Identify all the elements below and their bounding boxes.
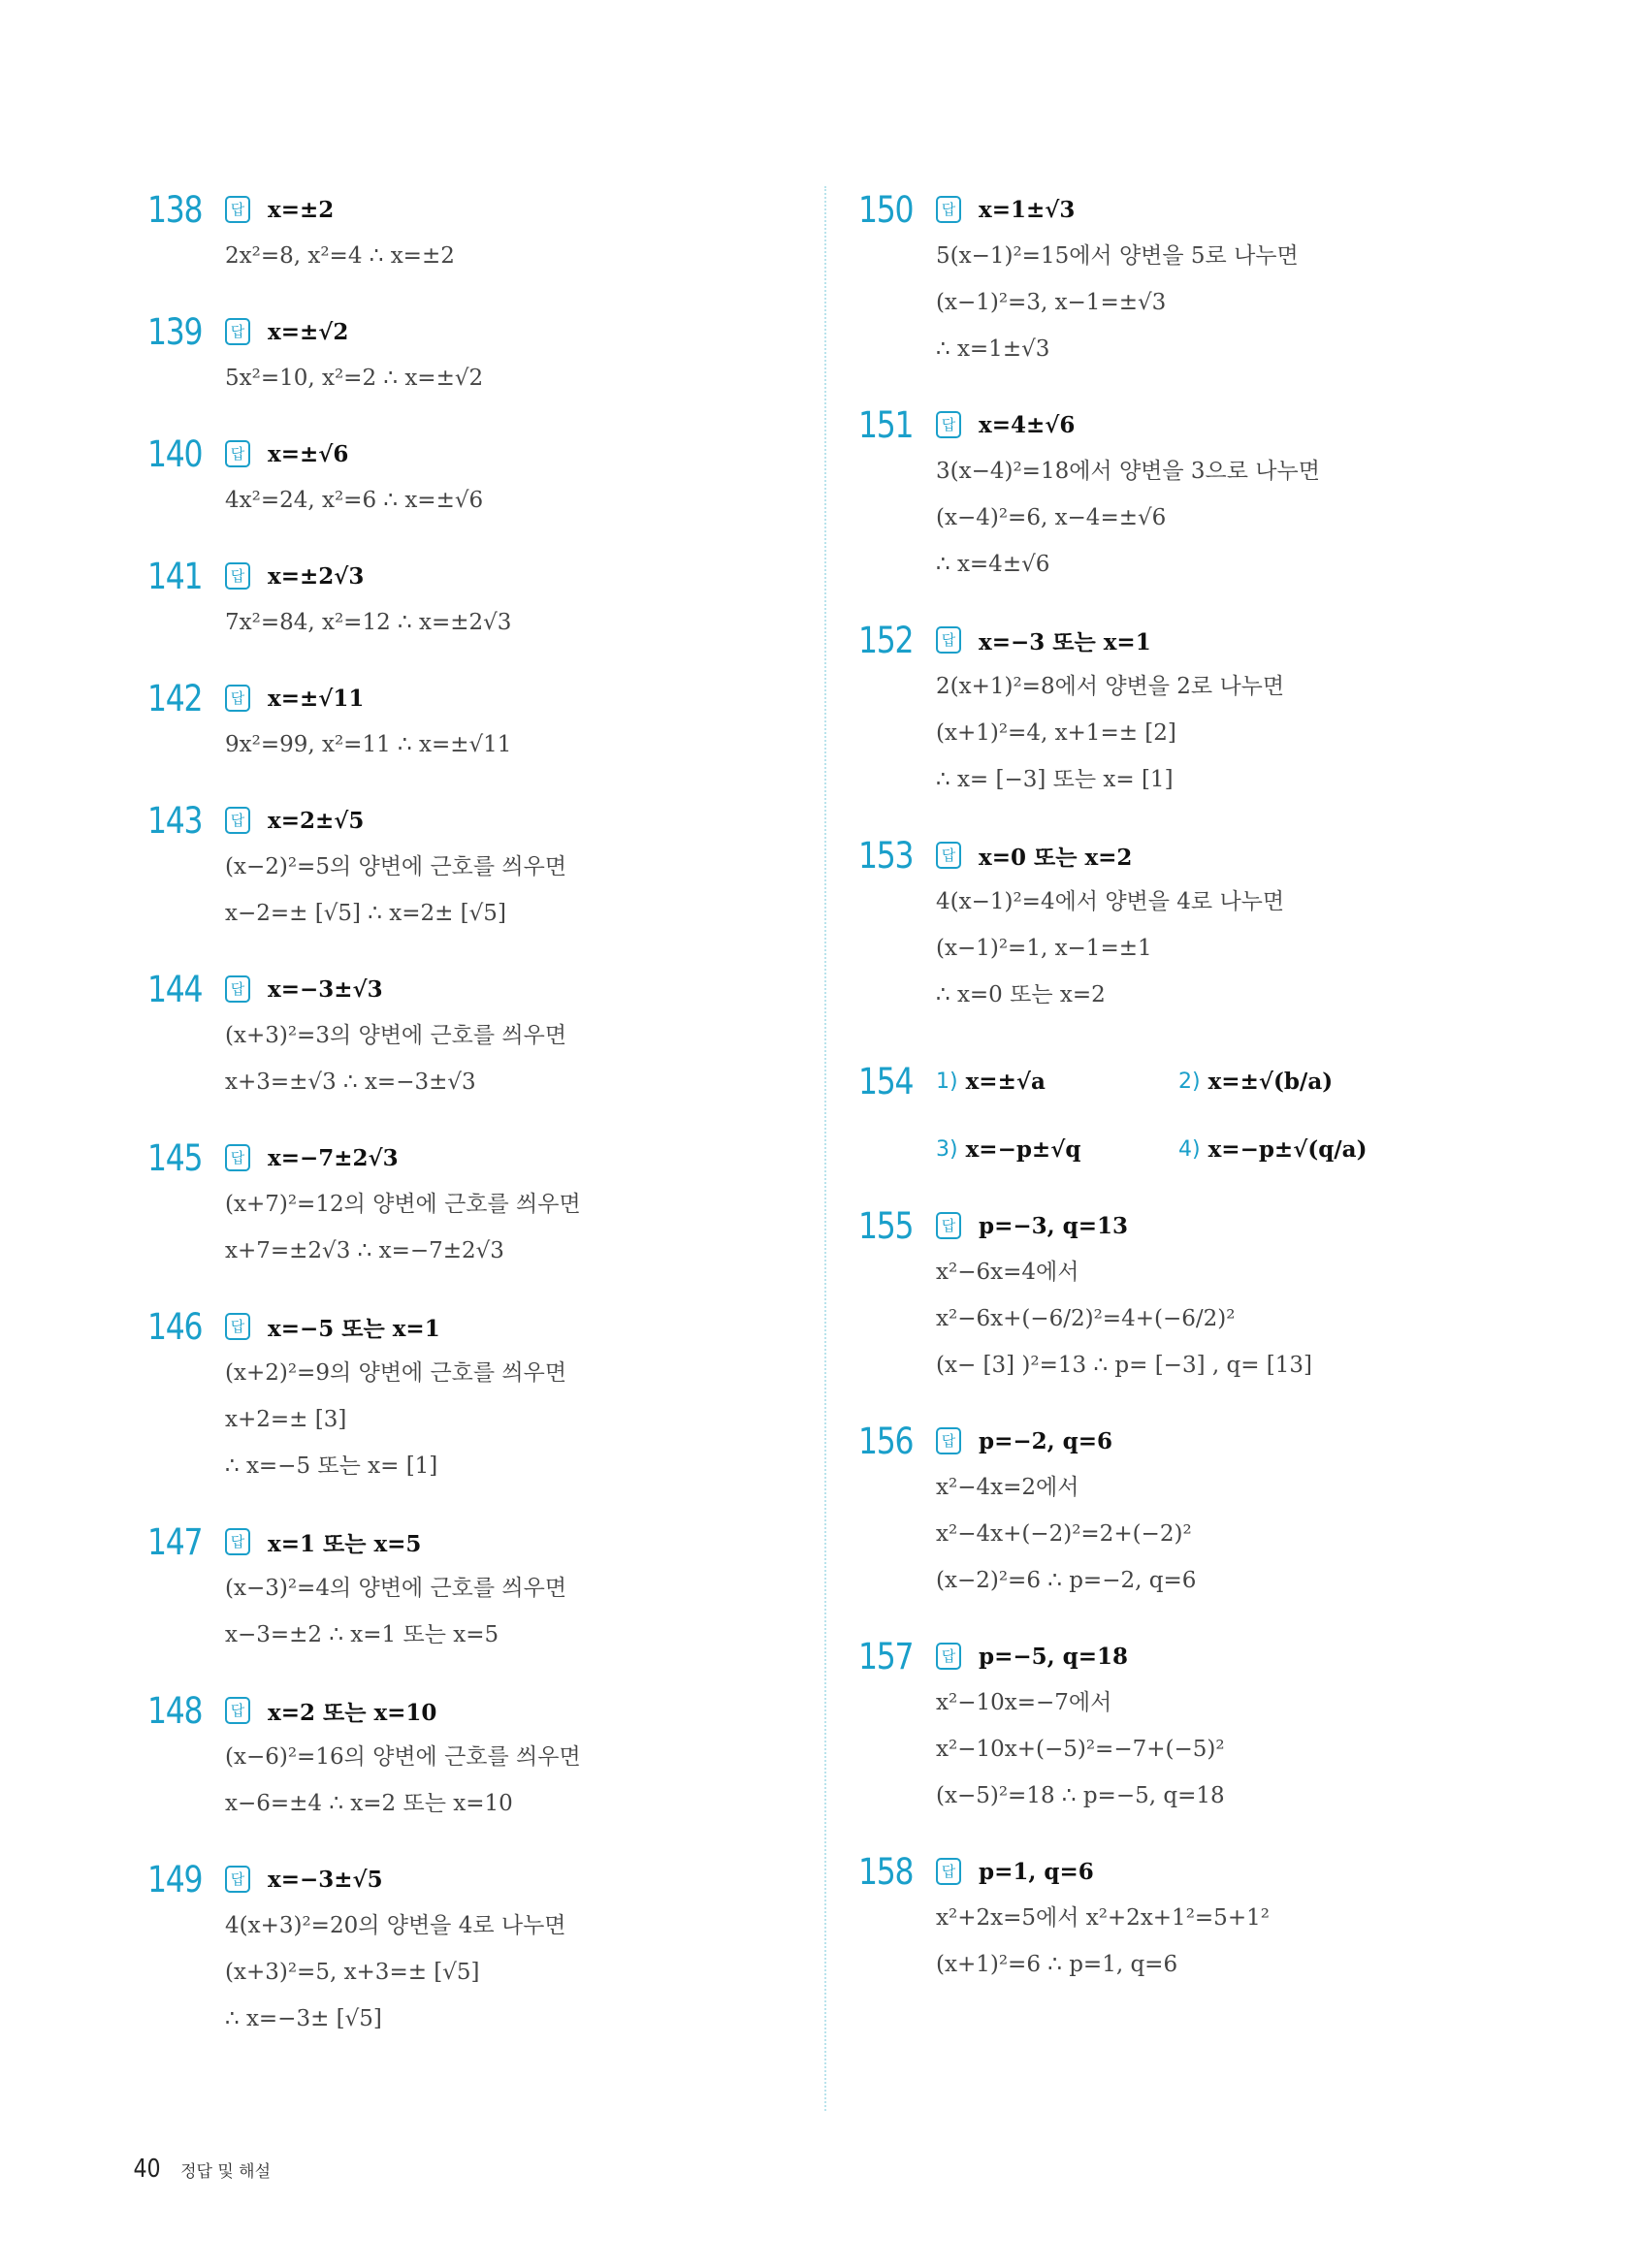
answer-badge: 답 (936, 1212, 961, 1239)
problem-156 (858, 1418, 1595, 1604)
problem-number: 144 (147, 968, 203, 1010)
problem-number: 141 (147, 555, 203, 597)
answer-badge: 답 (936, 626, 961, 654)
sub-answer-row (858, 1115, 1595, 1183)
answer: x=2±√5 (268, 807, 365, 834)
solution-line: ∴ x= [−3] 또는 x= [1] (936, 767, 1174, 792)
column-divider (824, 186, 826, 2111)
solution-line: (x− [3] )²=13 ∴ p= [−3] , q= [13] (936, 1353, 1313, 1378)
answer: x=±2√3 (268, 562, 365, 590)
problem-number: 157 (858, 1635, 914, 1677)
problem-153 (858, 832, 1595, 1018)
solution-line: x²−4x=2에서 (936, 1475, 1079, 1500)
solution-line: x−3=±2 ∴ x=1 또는 x=5 (225, 1622, 499, 1647)
problem-number: 151 (858, 403, 914, 446)
problem-147 (147, 1518, 788, 1658)
solution-line: ∴ x=−5 또는 x= [1] (225, 1453, 438, 1479)
answer-badge: 답 (225, 562, 250, 590)
sub-answer: x=−p±√q (965, 1135, 1081, 1163)
solution-line: 4(x−1)²=4에서 양변을 4로 나누면 (936, 889, 1285, 914)
problem-148 (147, 1687, 788, 1827)
solution-line: x−2=± [√5] ∴ x=2± [√5] (225, 901, 506, 926)
page-number: 40 (133, 2155, 161, 2184)
solution-line: (x−2)²=5의 양변에 근호를 씌우면 (225, 854, 567, 879)
solution-line: (x−2)²=6 ∴ p=−2, q=6 (936, 1568, 1197, 1593)
problem-144 (147, 966, 788, 1105)
solution-line: (x−3)²=4의 양변에 근호를 씌우면 (225, 1576, 567, 1601)
answer-badge: 답 (225, 1697, 250, 1724)
solution-line: 9x²=99, x²=11 ∴ x=±√11 (225, 732, 512, 757)
problem-number: 147 (147, 1520, 203, 1563)
problem-number: 145 (147, 1136, 203, 1179)
solution-line: ∴ x=1±√3 (936, 336, 1050, 362)
answer: x=−3±√5 (268, 1866, 383, 1893)
problem-number: 153 (858, 834, 914, 877)
problem-number: 149 (147, 1858, 203, 1901)
solution-line: (x−6)²=16의 양변에 근호를 씌우면 (225, 1744, 581, 1770)
sub-answer-2 (1178, 1069, 1421, 1095)
answer-badge: 답 (936, 411, 961, 438)
sub-answer-3 (936, 1136, 1178, 1163)
problem-number: 146 (147, 1305, 203, 1348)
solution-line: 4x²=24, x²=6 ∴ x=±√6 (225, 488, 484, 513)
answer-badge: 답 (936, 1427, 961, 1454)
problem-number: 150 (858, 188, 914, 231)
problem-number: 139 (147, 310, 203, 353)
problem-154 (858, 1047, 1595, 1183)
problem-152 (858, 617, 1595, 803)
solution-line: (x−5)²=18 ∴ p=−5, q=18 (936, 1783, 1225, 1808)
problem-142 (147, 675, 788, 768)
solution-line: x²−4x+(−2)²=2+(−2)² (936, 1521, 1192, 1547)
solution-line: x+2=± [3] (225, 1407, 347, 1432)
problem-number: 156 (858, 1420, 914, 1462)
answer-badge: 답 (225, 196, 250, 223)
answer: x=±√6 (268, 440, 349, 467)
solution-line: (x+1)²=6 ∴ p=1, q=6 (936, 1952, 1178, 1977)
sub-label: 4) (1178, 1136, 1201, 1162)
problem-158 (858, 1848, 1595, 1988)
answer-badge: 답 (936, 842, 961, 869)
answer: x=1±√3 (979, 196, 1076, 223)
answer: x=1 또는 x=5 (268, 1530, 422, 1557)
sub-answer: x=−p±√(q/a) (1207, 1135, 1368, 1163)
solution-line: x+3=±√3 ∴ x=−3±√3 (225, 1070, 476, 1095)
answer-badge: 답 (225, 318, 250, 345)
answer: x=−5 또는 x=1 (268, 1315, 440, 1342)
solution-line: ∴ x=0 또는 x=2 (936, 982, 1106, 1007)
solution-line: (x+2)²=9의 양변에 근호를 씌우면 (225, 1360, 567, 1386)
solution-line: x²−10x+(−5)²=−7+(−5)² (936, 1737, 1225, 1762)
answer: x=−3±√3 (268, 975, 383, 1003)
answer: p=−3, q=13 (979, 1212, 1129, 1239)
solution-line: ∴ x=−3± [√5] (225, 2006, 382, 2031)
answer-badge: 답 (225, 975, 250, 1003)
solution-line: (x−1)²=3, x−1=±√3 (936, 290, 1167, 315)
solution-line: (x+7)²=12의 양변에 근호를 씌우면 (225, 1192, 581, 1217)
answer: x=0 또는 x=2 (979, 844, 1133, 871)
sub-answer: x=±√(b/a) (1207, 1068, 1334, 1095)
problem-141 (147, 553, 788, 646)
problem-155 (858, 1202, 1595, 1389)
problem-149 (147, 1856, 788, 2042)
sub-answer: x=±√a (965, 1068, 1046, 1095)
solution-line: x²+2x=5에서 x²+2x+1²=5+1² (936, 1905, 1270, 1931)
problem-150 (858, 186, 1595, 372)
right-column (858, 186, 1595, 1988)
answer: p=1, q=6 (979, 1858, 1094, 1885)
answer: x=±√11 (268, 685, 365, 712)
problem-138 (147, 186, 788, 279)
solution-line: (x+3)²=5, x+3=± [√5] (225, 1960, 480, 1985)
footer-label: 정답 및 해설 (180, 2162, 272, 2182)
answer-badge: 답 (225, 807, 250, 834)
solution-line: x−6=±4 ∴ x=2 또는 x=10 (225, 1791, 513, 1816)
answer-badge: 답 (225, 1866, 250, 1893)
sub-label: 2) (1178, 1069, 1201, 1094)
answer: x=±2 (268, 196, 335, 223)
answer-badge: 답 (225, 1144, 250, 1171)
solution-line: 3(x−4)²=18에서 양변을 3으로 나누면 (936, 459, 1320, 484)
answer-badge: 답 (225, 1528, 250, 1555)
problem-number: 140 (147, 432, 203, 475)
problem-139 (147, 308, 788, 401)
answer-badge: 답 (225, 1313, 250, 1340)
problem-143 (147, 797, 788, 937)
problem-146 (147, 1303, 788, 1489)
problem-151 (858, 401, 1595, 588)
solution-line: (x+1)²=4, x+1=± [2] (936, 720, 1176, 746)
sub-label: 1) (936, 1069, 958, 1094)
problem-number: 154 (858, 1060, 914, 1102)
problem-140 (147, 431, 788, 524)
problem-number: 158 (858, 1850, 914, 1893)
solution-line: 7x²=84, x²=12 ∴ x=±2√3 (225, 610, 512, 635)
problem-157 (858, 1633, 1595, 1819)
answer-badge: 답 (936, 1643, 961, 1670)
solution-line: (x+3)²=3의 양변에 근호를 씌우면 (225, 1023, 567, 1048)
answer-badge: 답 (225, 440, 250, 467)
answer: x=−7±2√3 (268, 1144, 399, 1171)
answer: x=2 또는 x=10 (268, 1699, 437, 1726)
answer-badge: 답 (936, 196, 961, 223)
answer: x=−3 또는 x=1 (979, 628, 1151, 655)
solution-line: x²−6x+(−6/2)²=4+(−6/2)² (936, 1306, 1236, 1331)
sub-answer-4 (1178, 1136, 1421, 1163)
answer: p=−2, q=6 (979, 1427, 1112, 1454)
solution-line: x²−10x=−7에서 (936, 1690, 1112, 1715)
solution-line: 5(x−1)²=15에서 양변을 5로 나누면 (936, 243, 1299, 269)
solution-line: (x−4)²=6, x−4=±√6 (936, 505, 1167, 530)
solution-line: 5x²=10, x²=2 ∴ x=±√2 (225, 366, 484, 391)
problem-number: 142 (147, 677, 203, 719)
answer: p=−5, q=18 (979, 1643, 1129, 1670)
solution-line: x²−6x=4에서 (936, 1260, 1079, 1285)
problem-number: 148 (147, 1689, 203, 1732)
solution-line: x+7=±2√3 ∴ x=−7±2√3 (225, 1238, 504, 1263)
sub-answer-1 (936, 1069, 1178, 1095)
solution-line: 2(x+1)²=8에서 양변을 2로 나누면 (936, 674, 1285, 699)
answer-badge: 답 (225, 685, 250, 712)
answer: x=±√2 (268, 318, 349, 345)
problem-145 (147, 1134, 788, 1274)
solution-line: 4(x+3)²=20의 양변을 4로 나누면 (225, 1913, 566, 1938)
solution-line: 2x²=8, x²=4 ∴ x=±2 (225, 243, 455, 269)
left-column (147, 186, 788, 2042)
answer-badge: 답 (936, 1858, 961, 1885)
solution-line: (x−1)²=1, x−1=±1 (936, 936, 1152, 961)
problem-number: 138 (147, 188, 203, 231)
answer: x=4±√6 (979, 411, 1076, 438)
problem-number: 152 (858, 619, 914, 661)
problem-number: 155 (858, 1204, 914, 1247)
sub-label: 3) (936, 1136, 958, 1162)
problem-number: 143 (147, 799, 203, 842)
page-footer (131, 2155, 271, 2184)
solution-line: ∴ x=4±√6 (936, 552, 1050, 577)
